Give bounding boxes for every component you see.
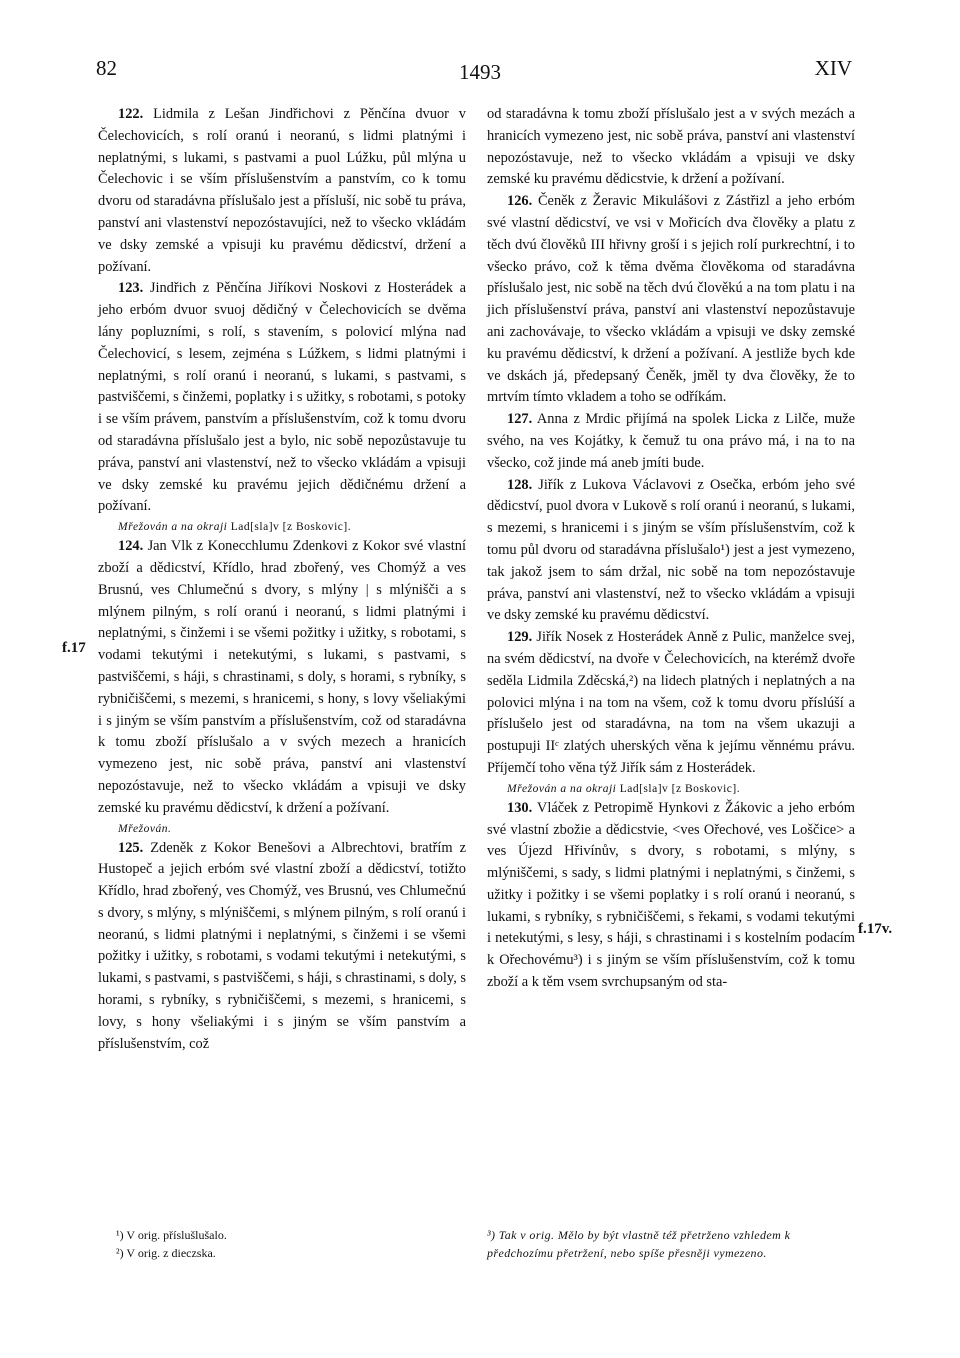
entry-122: 122. Lidmila z Lešan Jindřichovi z Pěnčína dvuor v Čelechovicích, s rolí oranú i neoranú, s lidmi platnými i neplatnými, s lukami, s pastvami a puol Lúžku, půl mlýna u Čelechovic i se vším příslušenstvím a panstvím, co k tomu dvoru od staradávna příslušalo jest a přísluší, nic sobě tu práva, panství ani vlastenství nepozóstavujíci, než to všecko vkládám ve dsky zemské a vpisuji ku pravému dědicství, držení a požívaní. <box>98 106 466 275</box>
entry-125-continued: od staradávna k tomu zboží příslušalo jest a v svých mezách a hranicích vymezeno jest, nic sobě práva, panství ani vlastenství nepozóstavuje, než to všecko vkládám a vpisuji ve dsky zemské ku pravému dědicstvie, k držení a požívaní. <box>487 106 855 188</box>
footnote: ²) V orig. z dieczska. <box>116 1246 216 1260</box>
footnotes-right <box>487 1226 847 1262</box>
entry-127: 127. Anna z Mrdic přijímá na spolek Licka z Lilče, muže svého, na ves Kojátky, k čemuž tu ona právo má, i na to na všecko, což jinde má aneb jmíti bude. <box>487 411 855 471</box>
entry-125: 125. Zdeněk z Kokor Benešovi a Albrechtovi, bratřím z Hustopeč a jejich erbóm své vlastní zboží a dědicství, totižto Křídlo, hrad zbořený, ves Chomýž, ves Brusnú, ves Chlumečnú s dvory, s mlýny, s mlýniščemi, s mlýnem pilným, s rolí oranú i neoranú, s lidmi platnými i neplatnými, s činžemi i se všemi požitky i užitky, s robotami, s vodami tekutými i netekutými, s lukami, s pastvami, s pastviščemi, s háji, s chrastinami, s doly, s horami, s rybníky, s rybničiščemi, s mezemi, s hranicemi, s lovy, s hony všeliakými i s jiným se vším panstvím a příslušenstvím, což <box>98 839 466 1052</box>
volume-number: XIV <box>814 56 852 80</box>
footnote: ¹) V orig. příslušlušalo. <box>116 1228 227 1242</box>
entry-note: Mřežován a na okraji Lad[sla]v [z Boskovic]. <box>507 782 741 795</box>
entry-128: 128. Jiřík z Lukova Václavovi z Osečka, erbóm jeho své dědicství, puol dvora v Lukově s rolí oranú i neoranú, s lukami, s mezemi, s hranicemi i s jiným se vším příslušenstvím, což k tomu půl dvoru od staradávna příslušalo¹) jest a jest vymezeno, tak jakož jsem to sám držal, nic sobě na tom nepozóstavuje práva, panství ani vlastenství, než to všecko vkládám a vpisuji ve dsky zemské ku pravému dědicství. <box>487 476 855 624</box>
page-year: 1493 <box>459 60 501 84</box>
footnote: ³) Tak v orig. Mělo by být vlastně též přetrženo vzhledem k předchozímu přetržení, nebo spíše přesněji vymezeno. <box>487 1228 791 1260</box>
left-column <box>98 104 466 1055</box>
entry-126: 126. Čeněk z Žeravic Mikulášovi z Zástřizl a jeho erbóm své vlastní dědicství, ve vsi v Mořicích dva člověky a platu z těch dvú člověků III hřivny groší i s jejich rolí purkrechtní, i to všecko právo, což k těma dvěma člověkoma od staradávna příslušalo jest, nic sobě na těch dvú člověkú a na tom platu i na jich příslušenství práva, panství ani vlastenství nepozůstavuje ani zachovávaje, to všecko vkládám a vpisuji ve dsky zemské ku pravému dědicství, k držení a požívaní. A jestliže bych kde ve dskách já, předepsaný Čeněk, jměl ty dva člověky, že to mrtvím tímto vkladem a toho se odříkám. <box>487 193 855 406</box>
entry-130: 130. Vláček z Petropimě Hynkovi z Žákovic a jeho erbóm své vlastní zbožie a dědicstvie, <ves Ořechové, ves Loščice> a ves Újezd Hřivínův, s dvory, s robotami, s mlýny, s mlýniščemi, s sady, s lidmi platnými i neplatnými, s činžemi, s užitky i požitky i se všemi poplatky i s rolí oranú i neoranú, s lukami, s rybníky, s rybničiščemi, s řekami, s vodami tekutými i netekutými, s lesy, s háji, s chrastinami i s kostelním podacím k Ořechovému³) i s jiným se vším příslušenstvím, což k tomu zboží a k těm vsem svrchupsaným od sta- <box>487 799 855 991</box>
entry-note: Mřežován. <box>118 822 172 835</box>
entry-129: 129. Jiřík Nosek z Hosterádek Anně z Pulic, manželce svej, na svém dědicství, na dvoře v Čelechovicích, na kterémž dvoře seděla Lidmila Zděcská,²) na lidech platných i neplatných a na polovici mlýna i na tom na všem, což k tomu dvoru příslúší a příslušelo jest od staradávna, na tom na všem ukazuji a postupuji IIᶜ zlatých uherských věna k jejímu věnnému právu. Příjemčí toho věna týž Jiřík sám z Hosterádek. Mřežován a na okraji Lad[sla]v [z Boskovic]. <box>487 627 855 798</box>
margin-note-left: f.17 <box>62 640 86 656</box>
footnotes-left <box>116 1226 476 1262</box>
page-number: 82 <box>96 56 117 80</box>
entry-123: 123. Jindřich z Pěnčína Jiříkovi Noskovi z Hosterádek a jeho erbóm dvuor svuoj dědičný v Čelechovicích se dvěma lány popluzními, s rolí, s stavením, s polovicí mlýna nad Čelechovicí, s lesem, zejména s Lúžkem, s lidmi platnými i neplatnými, s rolí oranú i neoranú, s lukami, s pastvami, s pastviščemi, s činžemi, poplatky i s užitky, s robotami, s potoky i se vším právem, panstvím a příslušenstvím, což k tomu dvoru od staradávna příslušalo jest a bylo, nic sobě nepozůstavuje tu práva, panství ani vlastenství, než to všecko vkládám a vpisuji ve dsky zemské ku pravému jejich dědičnému držení a požívaní. Mřežován a na okraji Lad[sla]v [z Boskovic]. <box>98 278 466 536</box>
margin-note-right: f.17v. <box>858 921 893 937</box>
entry-note: Mřežován a na okraji Lad[sla]v [z Boskovic]. <box>118 521 352 534</box>
entry-124: 124. Jan Vlk z Konecchlumu Zdenkovi z Kokor své vlastní zboží a dědicství, Křídlo, hrad zbořený, ves Chomýž a ves Brusnú, ves Chlumečnú s dvory, s mlýny | s mlýnišči a s mlýnem pilným, s rolí oranú i neoranú, s lidmi platnými i neplatnými, s činžemi i se všemi požitky i užitky, s robotami, s vodami tekutými i netekutými, s lukami, s pastvami, s pastviščemi, s háji, s chrastinami, s doly, s horami, s rybníky, s rybničiščemi, s mezemi, s hranicemi, s hony, s lovy všeliakými i s jiným se vším panstvím a příslušenstvím, což od staradávna k tomu zboží příslušalo a v svých mezech a hranicích vymezeno jest, nic sobě práva, panství ani vlastenství nepozóstavuje, než to všecko vkládám a vpisuji ve dsky zemské ku pravému dědicství, k držení a požívaní. Mřežován. <box>98 536 466 837</box>
right-column <box>487 104 855 994</box>
